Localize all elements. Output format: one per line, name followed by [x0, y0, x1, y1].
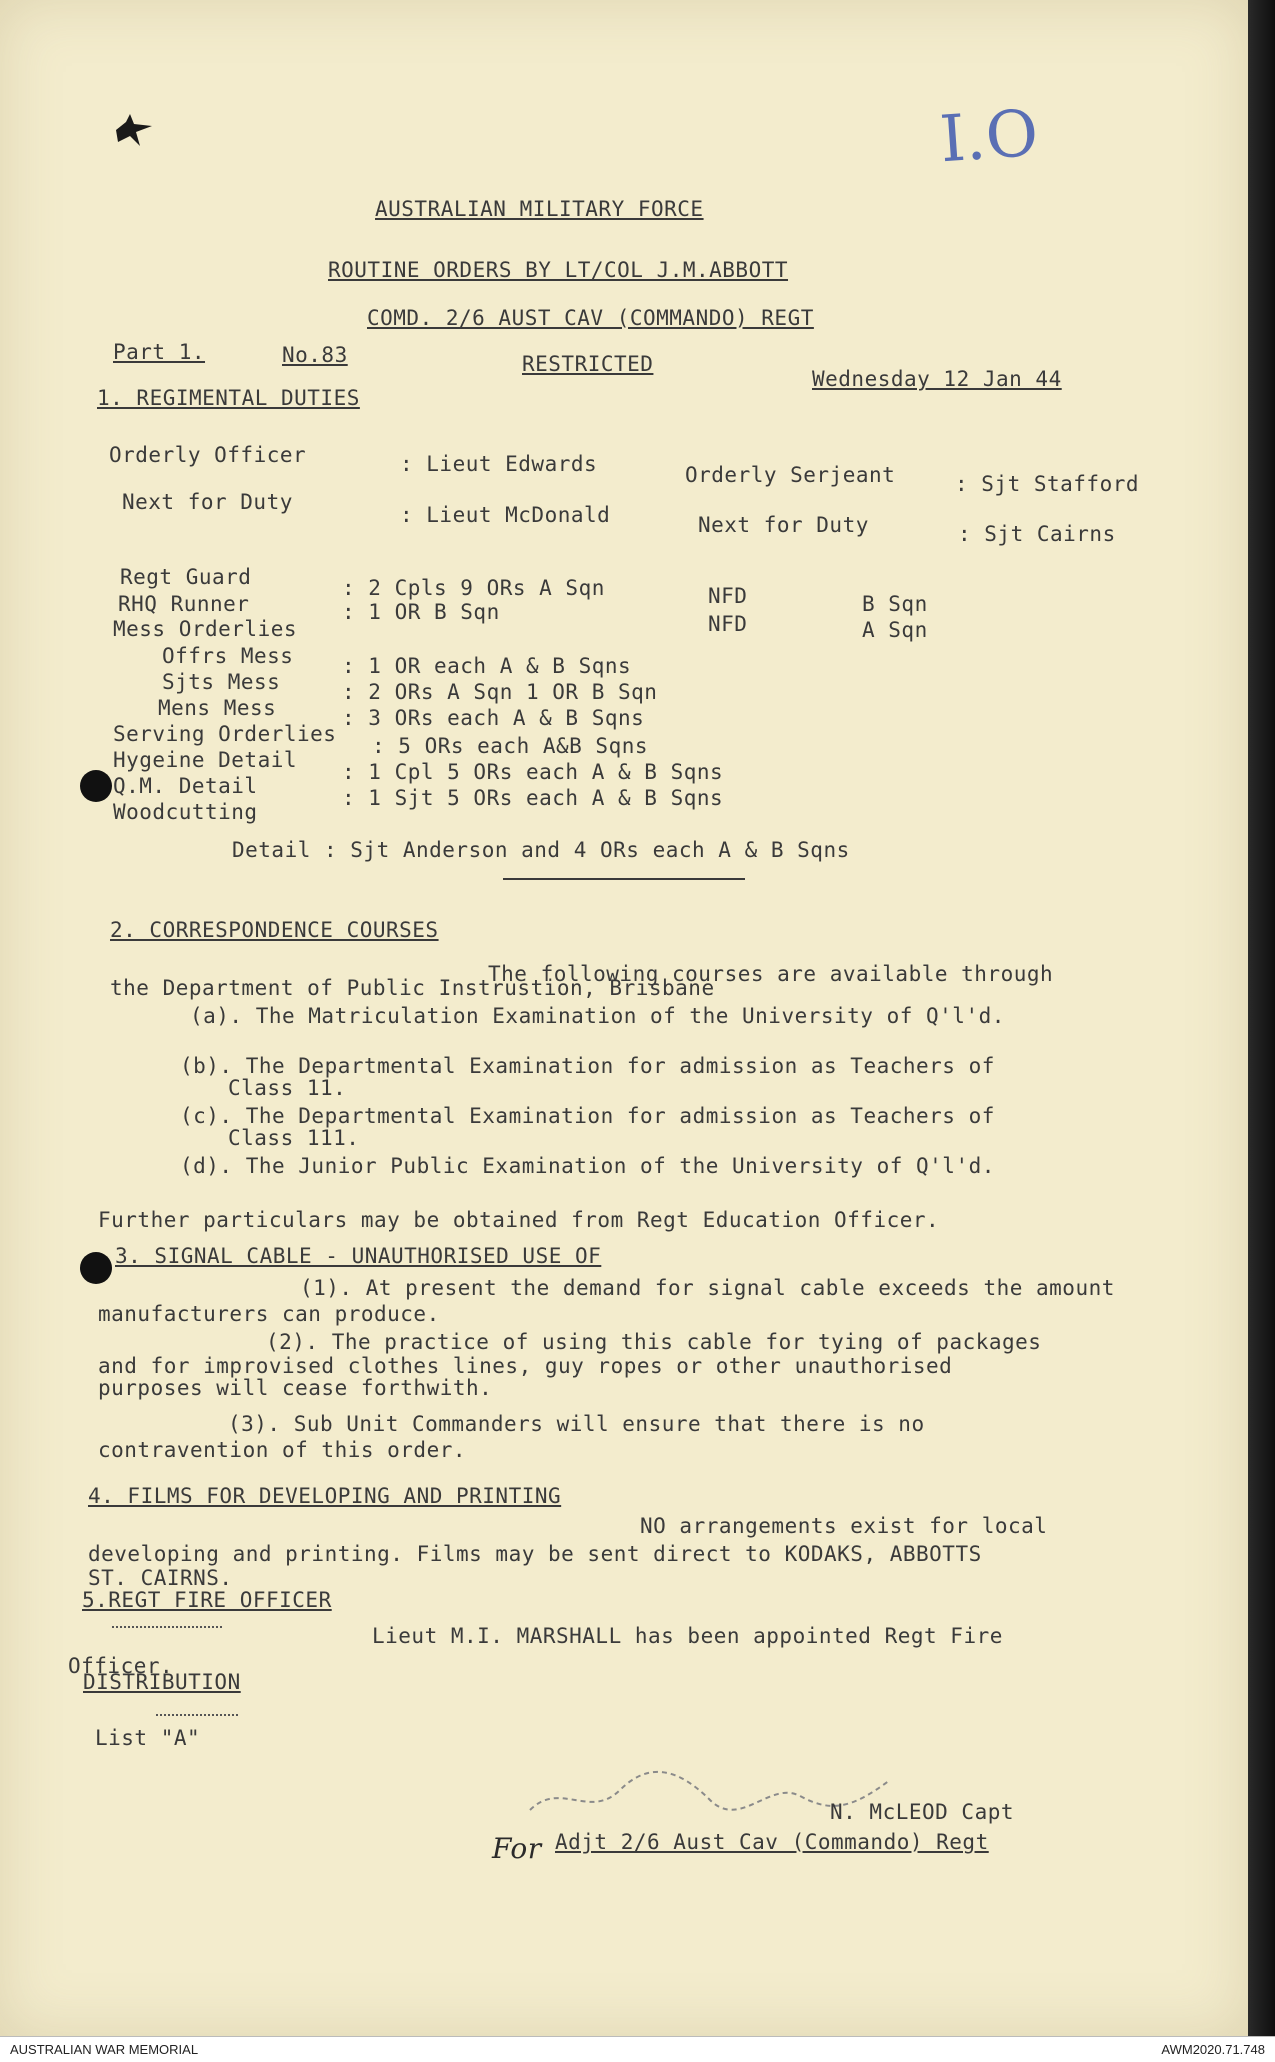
dotted-leader: [156, 1714, 238, 1716]
section-5-heading: 5.REGT FIRE OFFICER: [82, 1588, 332, 1612]
duty-row-nfd: NFD: [708, 612, 748, 636]
fire-officer-line-2: Officer.: [68, 1654, 174, 1678]
header-line-2: ROUTINE ORDERS BY LT/COL J.M.ABBOTT: [328, 258, 789, 282]
next-for-duty-officer-value: : Lieut McDonald: [400, 503, 611, 527]
course-c-class: Class 111.: [228, 1126, 360, 1150]
signal-cable-para-2c: purposes will cease forthwith.: [98, 1376, 493, 1400]
course-b: (b). The Departmental Examination for admission as Teachers of: [180, 1054, 995, 1078]
scan-edge: [1248, 0, 1275, 2036]
punch-hole-top: [80, 770, 112, 802]
films-line-3: ST. CAIRNS.: [88, 1566, 233, 1590]
duty-row-sqn: B Sqn: [862, 592, 928, 616]
duty-row-label: Woodcutting: [113, 800, 258, 824]
duty-row-value: : 1 Sjt 5 ORs each A & B Sqns: [342, 786, 724, 810]
duty-row-label: Sjts Mess: [162, 670, 281, 694]
distribution-heading: DISTRIBUTION: [83, 1670, 241, 1694]
header-line-3: COMD. 2/6 AUST CAV (COMMANDO) REGT: [367, 306, 814, 330]
next-for-duty-serjeant-value: : Sjt Cairns: [958, 522, 1116, 546]
signatory-name: N. McLEOD Capt: [830, 1800, 1015, 1824]
orderly-officer-value: : Lieut Edwards: [400, 452, 598, 476]
classification: RESTRICTED: [522, 352, 654, 376]
duty-row-value: : 3 ORs each A & B Sqns: [342, 706, 645, 730]
signature-for: For: [492, 1832, 542, 1865]
duty-row-nfd: NFD: [708, 584, 748, 608]
duty-row-label: Q.M. Detail: [113, 774, 258, 798]
duty-row-label: RHQ Runner: [118, 592, 250, 616]
archive-name: AUSTRALIAN WAR MEMORIAL: [10, 2042, 199, 2057]
course-c: (c). The Departmental Examination for admission as Teachers of: [180, 1104, 995, 1128]
duty-row-label: Regt Guard: [120, 565, 252, 589]
section-3-heading: 3. SIGNAL CABLE - UNAUTHORISED USE OF: [115, 1244, 602, 1268]
next-for-duty-officer-label: Next for Duty: [122, 490, 293, 514]
course-a: (a). The Matriculation Examination of the University of Q'l'd.: [190, 1004, 1005, 1028]
films-line-2: developing and printing. Films may be sent direct to KODAKS, ABBOTTS: [88, 1542, 982, 1566]
section-4-heading: 4. FILMS FOR DEVELOPING AND PRINTING: [88, 1484, 562, 1508]
header-line-1: AUSTRALIAN MILITARY FORCE: [375, 197, 704, 221]
section-2-heading: 2. CORRESPONDENCE COURSES: [110, 918, 439, 942]
part-label: Part 1.: [113, 340, 206, 364]
duty-row-value: : 1 OR B Sqn: [342, 600, 500, 624]
pin-hole-icon: [112, 112, 156, 148]
signal-cable-para-1b: manufacturers can produce.: [98, 1302, 440, 1326]
punch-hole-bottom: [80, 1252, 112, 1284]
signatory-title: Adjt 2/6 Aust Cav (Commando) Regt: [555, 1830, 989, 1854]
signal-cable-para-2: (2). The practice of using this cable for tying of packages: [266, 1330, 1042, 1354]
duty-row-label: Mens Mess: [158, 696, 277, 720]
duty-row-label: Hygeine Detail: [113, 748, 298, 772]
course-d: (d). The Junior Public Examination of the University of Q'l'd.: [180, 1154, 995, 1178]
films-line-1: NO arrangements exist for local: [640, 1514, 1048, 1538]
duty-row-label: Serving Orderlies: [113, 722, 337, 746]
distribution-list: List "A": [95, 1726, 201, 1750]
signal-cable-para-2b: and for improvised clothes lines, guy ropes or other unauthorised: [98, 1354, 953, 1378]
duty-row-value: : 5 ORs each A&B Sqns: [372, 734, 649, 758]
courses-intro: The following courses are available through: [488, 962, 1054, 986]
duty-row-value: : 2 Cpls 9 ORs A Sqn: [342, 576, 605, 600]
section-1-heading: 1. REGIMENTAL DUTIES: [97, 386, 360, 410]
courses-intro-2: the Department of Public Instrustion, Brisbane: [110, 976, 715, 1000]
duty-row-value: : 1 Cpl 5 ORs each A & B Sqns: [342, 760, 724, 784]
order-date: Wednesday 12 Jan 44: [812, 367, 1062, 391]
course-b-class: Class 11.: [228, 1076, 347, 1100]
orderly-serjeant-label: Orderly Serjeant: [685, 463, 896, 487]
duty-row-label: Mess Orderlies: [113, 617, 298, 641]
further-particulars: Further particulars may be obtained from Regt Education Officer.: [98, 1208, 940, 1232]
fire-officer-line-1: Lieut M.I. MARSHALL has been appointed Regt Fire: [372, 1624, 1003, 1648]
next-for-duty-serjeant-label: Next for Duty: [698, 513, 869, 537]
orderly-serjeant-value: : Sjt Stafford: [955, 472, 1140, 496]
signal-cable-para-1: (1). At present the demand for signal cable exceeds the amount: [300, 1276, 1115, 1300]
dotted-leader: [112, 1626, 222, 1628]
archive-footer: [0, 2036, 1275, 2062]
archive-reference: AWM2020.71.748: [1161, 2042, 1265, 2057]
signal-cable-para-3: (3). Sub Unit Commanders will ensure that there is no: [228, 1412, 925, 1436]
signal-cable-para-3b: contravention of this order.: [98, 1438, 467, 1462]
handwritten-mark: I.O: [937, 96, 1041, 178]
section-divider: [503, 878, 745, 880]
duty-row-label: Offrs Mess: [162, 644, 294, 668]
duty-row-sqn: A Sqn: [862, 618, 928, 642]
duty-row-value: : 1 OR each A & B Sqns: [342, 654, 632, 678]
duty-row-value: : 2 ORs A Sqn 1 OR B Sqn: [342, 680, 658, 704]
order-number: No.83: [282, 343, 348, 367]
orderly-officer-label: Orderly Officer: [109, 443, 307, 467]
woodcutting-detail: Detail : Sjt Anderson and 4 ORs each A & B Sqns: [232, 838, 850, 862]
